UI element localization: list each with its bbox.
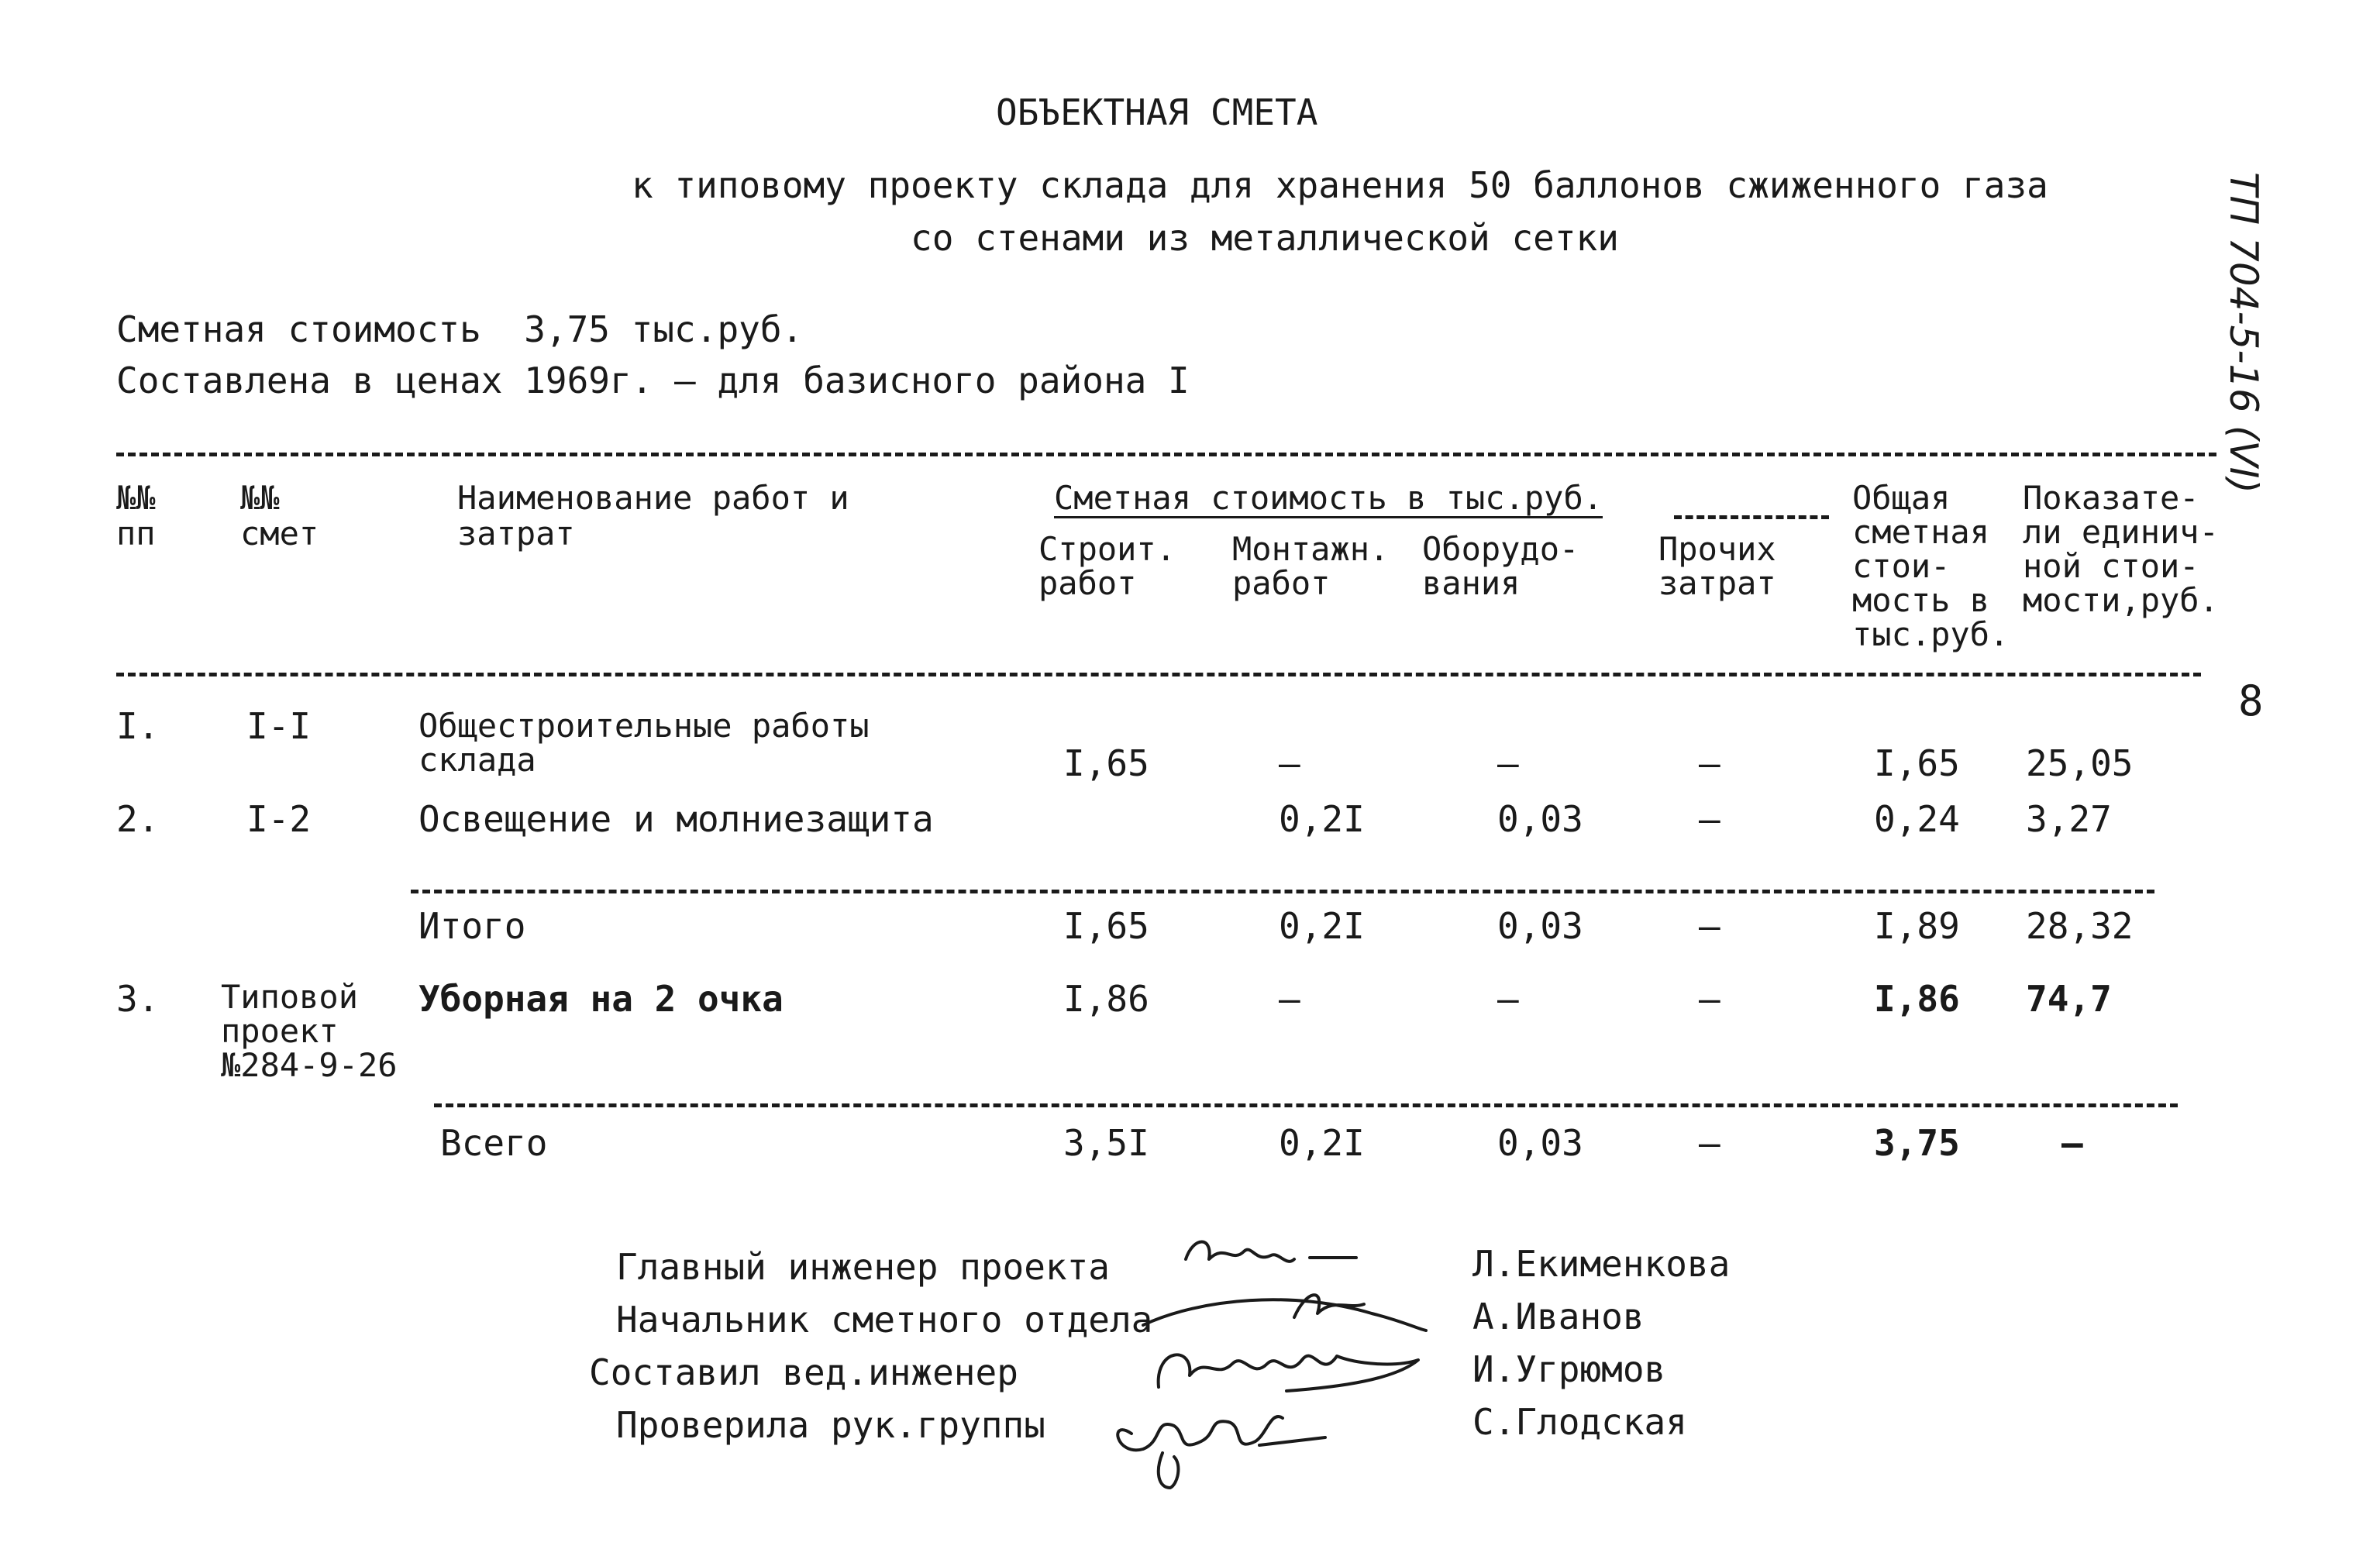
grand-total-total: 3,75 <box>1874 1122 1960 1164</box>
header-indicator-2: ли единич- <box>2023 513 2219 551</box>
header-constr-1: Строит. <box>1038 530 1176 568</box>
grand-total-equip: 0,03 <box>1497 1122 1583 1164</box>
side-code: ТП 704-5-16 (VI) <box>2221 172 2266 494</box>
header-constr-2: работ <box>1038 564 1137 602</box>
subtotal-indicator: 28,32 <box>2026 905 2134 947</box>
header-cost-group-tail <box>1674 515 1829 519</box>
header-indicator-1: Показате- <box>2023 479 2199 517</box>
header-indicator-3: ной стои- <box>2023 547 2199 585</box>
table-row-2-total: 0,24 <box>1874 798 1960 840</box>
handwritten-signature-4 <box>1100 1387 1333 1496</box>
subtotal-label: Итого <box>418 905 526 947</box>
table-row-2-indicator: 3,27 <box>2026 798 2112 840</box>
header-name-2: затрат <box>457 515 575 553</box>
table-row-1-num: I. <box>116 705 160 747</box>
subtotal-equip: 0,03 <box>1497 905 1583 947</box>
table-row-1-indicator: 25,05 <box>2026 742 2134 784</box>
subtotal-total: I,89 <box>1874 905 1960 947</box>
table-row-2-mont: 0,2I <box>1279 798 1365 840</box>
table-row-3-smeta-1: Типовой <box>221 978 359 1016</box>
prices-line: Составлена в ценах 1969г. – для базисного района I <box>116 360 1190 401</box>
signature-name-4: С.Глодская <box>1472 1401 1687 1443</box>
header-total-5: тыс.руб. <box>1852 615 2010 653</box>
header-cost-group: Сметная стоимость в тыс.руб. <box>1054 479 1603 517</box>
table-top-rule <box>116 453 2216 456</box>
table-row-3-indicator: 74,7 <box>2026 978 2112 1020</box>
table-row-3-smeta-3: №284-9-26 <box>221 1046 398 1084</box>
signature-name-1: Л.Екименкова <box>1472 1243 1731 1285</box>
table-row-3-equip: – <box>1497 978 1519 1020</box>
grand-total-mont: 0,2I <box>1279 1122 1365 1164</box>
document-title: ОБЪЕКТНАЯ СМЕТА <box>996 91 1318 133</box>
page-number: 8 <box>2238 676 2264 725</box>
table-row-1-mont: – <box>1279 742 1300 784</box>
signature-role-4: Проверила рук.группы <box>616 1404 1045 1446</box>
table-row-2-smeta: I-2 <box>246 798 312 840</box>
table-row-3-total: I,86 <box>1874 978 1960 1020</box>
table-row-1-total: I,65 <box>1874 742 1960 784</box>
signature-name-2: А.Иванов <box>1472 1296 1645 1337</box>
header-indicator-4: мости,руб. <box>2023 581 2219 619</box>
header-total-3: стои- <box>1852 547 1951 585</box>
table-row-2-num: 2. <box>116 798 160 840</box>
grand-total-indicator: – <box>2061 1122 2083 1164</box>
subtotal-other: – <box>1699 905 1720 947</box>
document-subtitle-2: со стенами из металлической сетки <box>911 217 1619 259</box>
header-other-2: затрат <box>1658 564 1776 602</box>
table-row-2-name: Освещение и молниезащита <box>418 798 934 840</box>
signature-role-3: Составил вед.инженер <box>589 1351 1018 1393</box>
handwritten-signature-1 <box>1178 1228 1364 1282</box>
header-total-2: сметная <box>1852 513 1990 551</box>
subtotal-rule <box>411 890 2154 893</box>
subtotal-mont: 0,2I <box>1279 905 1365 947</box>
header-total-4: мость в <box>1852 581 1990 619</box>
grand-total-constr: 3,5I <box>1063 1122 1149 1164</box>
document-subtitle-1: к типовому проекту склада для хранения 50 баллонов сжиженного газа <box>632 164 2048 206</box>
table-row-1-equip: – <box>1497 742 1519 784</box>
grand-total-rule <box>434 1103 2178 1107</box>
table-row-3-other: – <box>1699 978 1720 1020</box>
header-mont-1: Монтажн. <box>1232 530 1390 568</box>
table-row-1-constr: I,65 <box>1063 742 1149 784</box>
table-row-3-smeta-2: проект <box>221 1012 339 1050</box>
header-name-1: Наименование работ и <box>457 479 849 517</box>
table-row-1-other: – <box>1699 742 1720 784</box>
signature-name-3: И.Угрюмов <box>1472 1348 1666 1390</box>
grand-total-other: – <box>1699 1122 1720 1164</box>
table-row-3-mont: – <box>1279 978 1300 1020</box>
table-row-2-other: – <box>1699 798 1720 840</box>
table-row-3-name: Уборная на 2 очка <box>418 978 784 1020</box>
header-other-1: Прочих <box>1658 530 1776 568</box>
table-row-2-equip: 0,03 <box>1497 798 1583 840</box>
table-row-3-constr: I,86 <box>1063 978 1149 1020</box>
cost-line: Сметная стоимость 3,75 тыс.руб. <box>116 308 804 350</box>
signature-role-1: Главный инженер проекта <box>616 1246 1110 1288</box>
header-equip-2: вания <box>1422 564 1521 602</box>
signature-role-2: Начальник сметного отдела <box>616 1299 1153 1341</box>
table-row-1-name-2: склада <box>418 741 536 779</box>
table-row-3-num: 3. <box>116 978 160 1020</box>
table-row-1-name-1: Общестроительные работы <box>418 707 870 745</box>
table-header-rule <box>116 673 2201 676</box>
subtotal-constr: I,65 <box>1063 905 1149 947</box>
grand-total-label: Всего <box>440 1122 548 1164</box>
header-equip-1: Оборудо- <box>1422 530 1579 568</box>
table-row-1-smeta: I-I <box>246 705 312 747</box>
header-smeta-num: №№ смет <box>240 479 319 553</box>
header-total-1: Общая <box>1852 479 1951 517</box>
header-mont-2: работ <box>1232 564 1331 602</box>
header-num: №№ пп <box>116 479 156 553</box>
